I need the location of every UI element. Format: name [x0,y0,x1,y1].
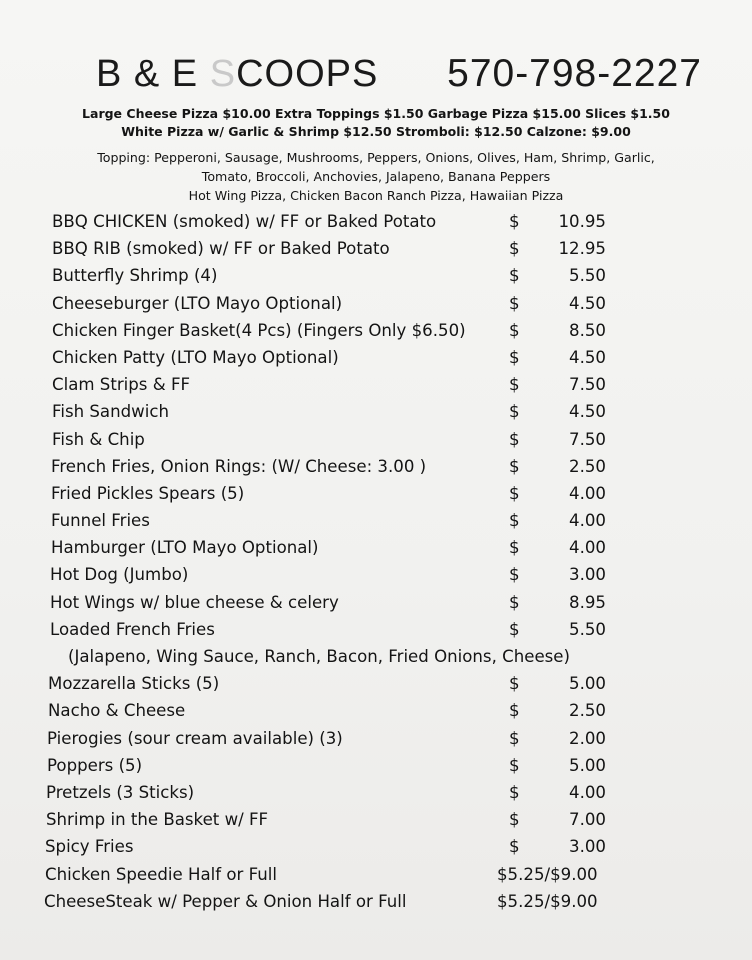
item-price: 2.00 [569,728,606,748]
currency-symbol: $ [509,728,520,748]
item-price: 5.00 [569,755,606,775]
item-name: Hot Wings w/ blue cheese & celery [50,592,339,612]
item-price: 5.00 [569,674,606,694]
restaurant-name-faded-letter: S [209,53,237,95]
item-price: 2.50 [569,701,606,721]
menu-header [96,52,712,96]
item-name: Fish & Chip [52,429,145,449]
item-name: Hamburger (LTO Mayo Optional) [51,538,319,558]
item-name: Hot Dog (Jumbo) [50,565,189,585]
pizza-pricing-line: Large Cheese Pizza $10.00 Extra Toppings $1.50 Garbage Pizza $15.00 Slices $1.50 [82,106,670,121]
currency-symbol: $ [509,456,520,476]
item-name: BBQ RIB (smoked) w/ FF or Baked Potato [52,239,390,259]
currency-symbol: $ [509,837,520,857]
menu-items [0,210,752,917]
item-name: Fried Pickles Spears (5) [51,483,245,503]
toppings-list [0,148,752,205]
currency-symbol: $ [509,619,520,639]
item-price: $5.25/$9.00 [497,891,598,911]
item-price: 10.95 [558,212,606,231]
loaded-fries-note: (Jalapeno, Wing Sauce, Ranch, Bacon, Fried Onions, Cheese) [68,647,570,666]
loaded-fries-note-row [0,645,752,672]
menu-item [0,536,752,563]
item-name: Chicken Finger Basket(4 Pcs) (Fingers Only $6.50) [52,320,466,340]
item-name: Shrimp in the Basket w/ FF [46,810,269,830]
item-name: Cheeseburger (LTO Mayo Optional) [52,293,343,313]
item-price: 5.50 [569,619,606,639]
item-name: CheeseSteak w/ Pepper & Onion Half or Full [44,891,407,911]
item-name: Mozzarella Sticks (5) [48,674,220,694]
item-price: 4.50 [569,402,606,422]
menu-item [0,727,752,754]
menu-item [0,428,752,455]
item-price: 8.95 [569,592,606,612]
currency-symbol: $ [509,538,520,558]
item-price: 3.00 [569,565,606,585]
menu-item [0,808,752,835]
item-name: Loaded French Fries [50,619,215,639]
item-name: French Fries, Onion Rings: (W/ Cheese: 3.00 ) [51,456,427,476]
item-name: Fish Sandwich [52,402,169,422]
item-name: Poppers (5) [47,755,143,775]
item-name: Clam Strips & FF [52,375,191,395]
item-price: 4.50 [569,347,606,367]
currency-symbol: $ [509,347,520,367]
toppings-line: Hot Wing Pizza, Chicken Bacon Ranch Pizza, Hawaiian Pizza [188,188,564,203]
menu-item [0,373,752,400]
currency-symbol: $ [509,266,520,286]
currency-symbol: $ [509,375,520,395]
item-price: 4.00 [569,483,606,503]
currency-symbol: $ [509,701,520,721]
menu-item [0,699,752,726]
item-price: 8.50 [569,320,606,340]
item-name: Chicken Patty (LTO Mayo Optional) [52,347,339,367]
currency-symbol: $ [509,212,520,231]
item-name: Funnel Fries [51,511,150,531]
item-price: 4.50 [569,293,606,313]
menu-item [0,482,752,509]
currency-symbol: $ [509,320,520,340]
currency-symbol: $ [509,402,520,422]
item-name: Pierogies (sour cream available) (3) [47,728,343,748]
item-price: 7.00 [569,810,606,830]
currency-symbol: $ [509,429,520,449]
item-name: Chicken Speedie Half or Full [45,864,277,884]
toppings-line: Topping: Pepperoni, Sausage, Mushrooms, Peppers, Onions, Olives, Ham, Shrimp, Garlic, [97,150,655,165]
currency-symbol: $ [509,674,520,694]
currency-symbol: $ [509,755,520,775]
menu-item [0,509,752,536]
menu-item [0,455,752,482]
item-price: 2.50 [569,456,606,476]
item-name: Butterfly Shrimp (4) [52,266,218,286]
item-name: Pretzels (3 Sticks) [46,782,195,802]
currency-symbol: $ [509,565,520,585]
item-name: Spicy Fries [45,837,134,857]
currency-symbol: $ [509,239,520,259]
restaurant-name-part1: B & E [96,53,210,95]
menu-item [0,835,752,862]
currency-symbol: $ [509,511,520,531]
menu-item [0,618,752,645]
menu-item [0,890,752,917]
menu-item [0,400,752,427]
menu-item [0,754,752,781]
currency-symbol: $ [509,293,520,313]
menu-item [0,672,752,699]
restaurant-name-part2: COOPS [236,53,379,95]
pizza-pricing-line: White Pizza w/ Garlic & Shrimp $12.50 Stromboli: $12.50 Calzone: $9.00 [121,124,631,139]
menu-item [0,292,752,319]
item-price: 7.50 [569,375,606,395]
phone-number: 570-798-2227 [447,52,702,95]
pizza-pricing [0,105,752,141]
menu-item [0,563,752,590]
menu-item [0,237,752,264]
item-name: Nacho & Cheese [48,701,186,721]
menu-item [0,863,752,890]
menu-item [0,210,752,237]
item-price: 12.95 [558,239,606,259]
menu-item [0,781,752,808]
restaurant-name [96,53,378,96]
item-name: BBQ CHICKEN (smoked) w/ FF or Baked Potato [52,212,437,231]
menu-item [0,319,752,346]
item-price: 5.50 [569,266,606,286]
currency-symbol: $ [509,782,520,802]
item-price: $5.25/$9.00 [497,864,598,884]
item-price: 4.00 [569,782,606,802]
item-price: 7.50 [569,429,606,449]
menu-item [0,264,752,291]
item-price: 4.00 [569,538,606,558]
toppings-line: Tomato, Broccoli, Anchovies, Jalapeno, Banana Peppers [201,169,551,184]
item-price: 3.00 [569,837,606,857]
currency-symbol: $ [509,592,520,612]
menu-item [0,346,752,373]
menu-item [0,591,752,618]
currency-symbol: $ [509,810,520,830]
item-price: 4.00 [569,511,606,531]
currency-symbol: $ [509,483,520,503]
